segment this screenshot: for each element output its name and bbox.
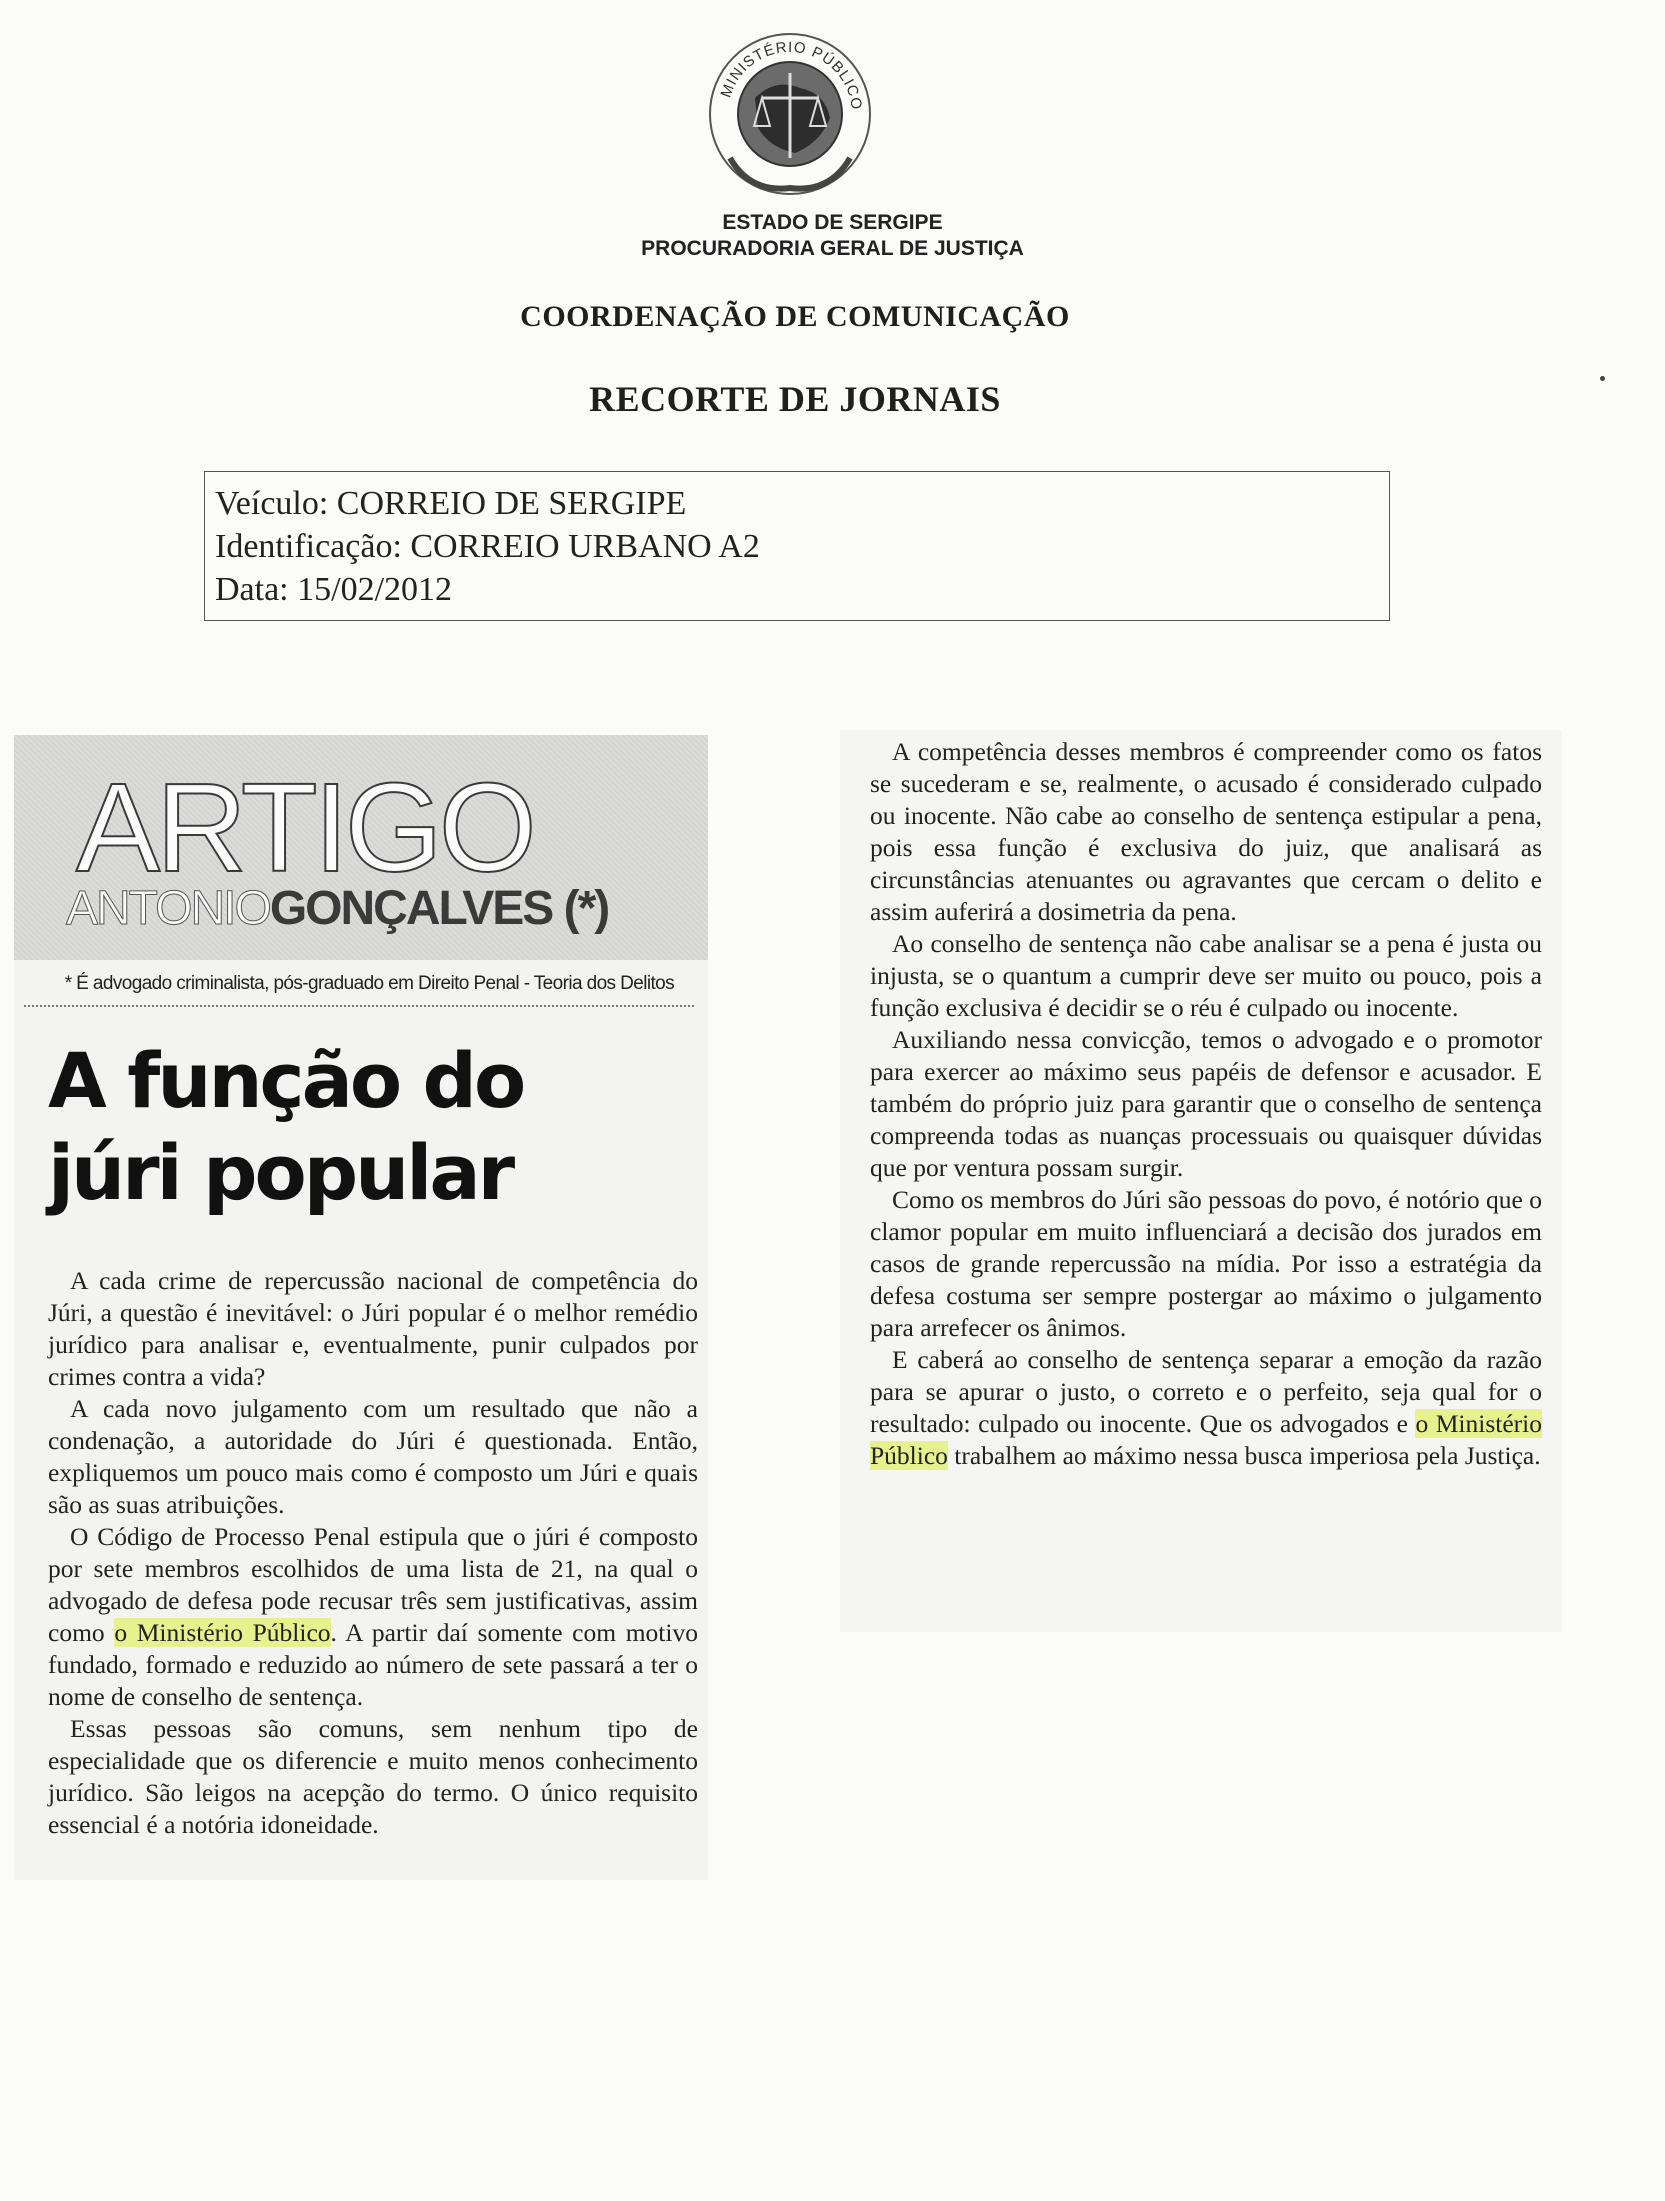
article-body-right [870,736,1542,1472]
scan-speck [1600,376,1605,381]
divider [24,1005,694,1007]
paragraph-text: O Código de Processo Penal estipula que o júri é composto por sete membros escolhidos de uma lista de 21, na qual o advogado de defesa pode recusar três sem justificativas, assim como [48,1522,698,1647]
article-clipping-left [14,735,708,1880]
veiculo-line: Veículo: CORREIO DE SERGIPE [215,485,687,522]
paragraph: Auxiliando nessa convicção, temos o advogado e o promotor para exercer ao máximo seus papéis de defensor e acusador. E também do próprio juiz para garantir que o conselho de sentença compreenda todas as nuanças processuais ou quaisquer dúvidas que por ventura possam surgir. [870,1025,1542,1182]
state-name: ESTADO DE SERGIPE [722,211,943,234]
seal-ring-text: MINISTÉRIO PÚBLICO [717,38,866,112]
office-name: PROCURADORIA GERAL DE JUSTIÇA [641,237,1024,260]
paragraph-text: E caberá ao conselho de sentença separar a emoção da razão para se apurar o justo, o correto e o perfeito, seja qual for o resultado: culpado ou inocente. Que os advogados e [870,1345,1542,1438]
document-type-title: RECORTE DE JORNAIS [589,379,1001,419]
highlighted-mention: o Ministério Público [870,1409,1542,1470]
author-bio: * É advogado criminalista, pós-graduado em Direito Penal - Teoria dos Delitos [64,973,674,994]
article-headline [48,1035,668,1219]
identificacao-line: Identificação: CORREIO URBANO A2 [215,528,760,565]
paragraph: A cada novo julgamento com um resultado que não a condenação, a autoridade do Júri é questionada. Então, expliquemos um pouco mais como é composto um Júri e quais são as suas atribuições. [48,1394,698,1519]
section-label: ARTIGO [76,757,533,898]
paragraph: Como os membros do Júri são pessoas do povo, é notório que o clamor popular em muito influenciará a decisão dos jurados em casos de grande repercussão na mídia. Por isso a estratégia da defesa costuma ser sempre postergar ao máximo o julgamento para arrefecer os ânimos. [870,1185,1542,1342]
article-body-left [48,1265,698,1841]
paragraph: Ao conselho de sentença não cabe analisar se a pena é justa ou injusta, se o quantum a cumprir deve ser muito ou pouco, pois a função exclusiva é decidir se o réu é culpado ou inocente. [870,929,1542,1022]
paragraph-text: . A partir daí somente com motivo fundado, formado e reduzido ao número de sete passará a ter o nome de conselho de sentença. [48,1618,698,1711]
author-byline [66,883,608,935]
department-title: COORDENAÇÃO DE COMUNICAÇÃO [520,300,1070,333]
author-last-name: GONÇALVES (*) [269,882,609,935]
paragraph: A competência desses membros é compreender como os fatos se sucederam e se, realmente, o acusado é considerado culpado ou inocente. Não cabe ao conselho de sentença estipular a pena, pois essa função é exclusiva do juiz, que analisará as circunstâncias atenuantes ou agravantes que cercam o delito e assim auferirá a dosimetria da pena. [870,737,1542,926]
paragraph: Essas pessoas são comuns, sem nenhum tipo de especialidade que os diferencie e muito menos conhecimento jurídico. São leigos na acepção do termo. O único requisito essencial é a notória idoneidade. [48,1714,698,1839]
author-first-name: ANTONIO [66,882,270,935]
headline-line-2: júri popular [48,1128,513,1217]
paragraph [48,1521,698,1713]
paragraph-text: trabalhem ao máximo nessa busca imperiosa pela Justiça. [947,1441,1541,1470]
date-line: Data: 15/02/2012 [215,571,453,608]
paragraph: A cada crime de repercussão nacional de competência do Júri, a questão é inevitável: o Júri popular é o melhor remédio jurídico para analisar e, eventualmente, punir culpados por crimes contra a vida? [48,1266,698,1391]
highlighted-mention: o Ministério Público [114,1618,331,1647]
article-clipping-right [840,730,1562,1632]
paragraph [870,1344,1542,1472]
section-banner [14,735,708,960]
headline-line-1: A função do [48,1036,524,1125]
clipping-info-box [204,471,1390,621]
ministerio-publico-seal-icon [700,18,880,198]
seal-graphic [700,18,880,198]
